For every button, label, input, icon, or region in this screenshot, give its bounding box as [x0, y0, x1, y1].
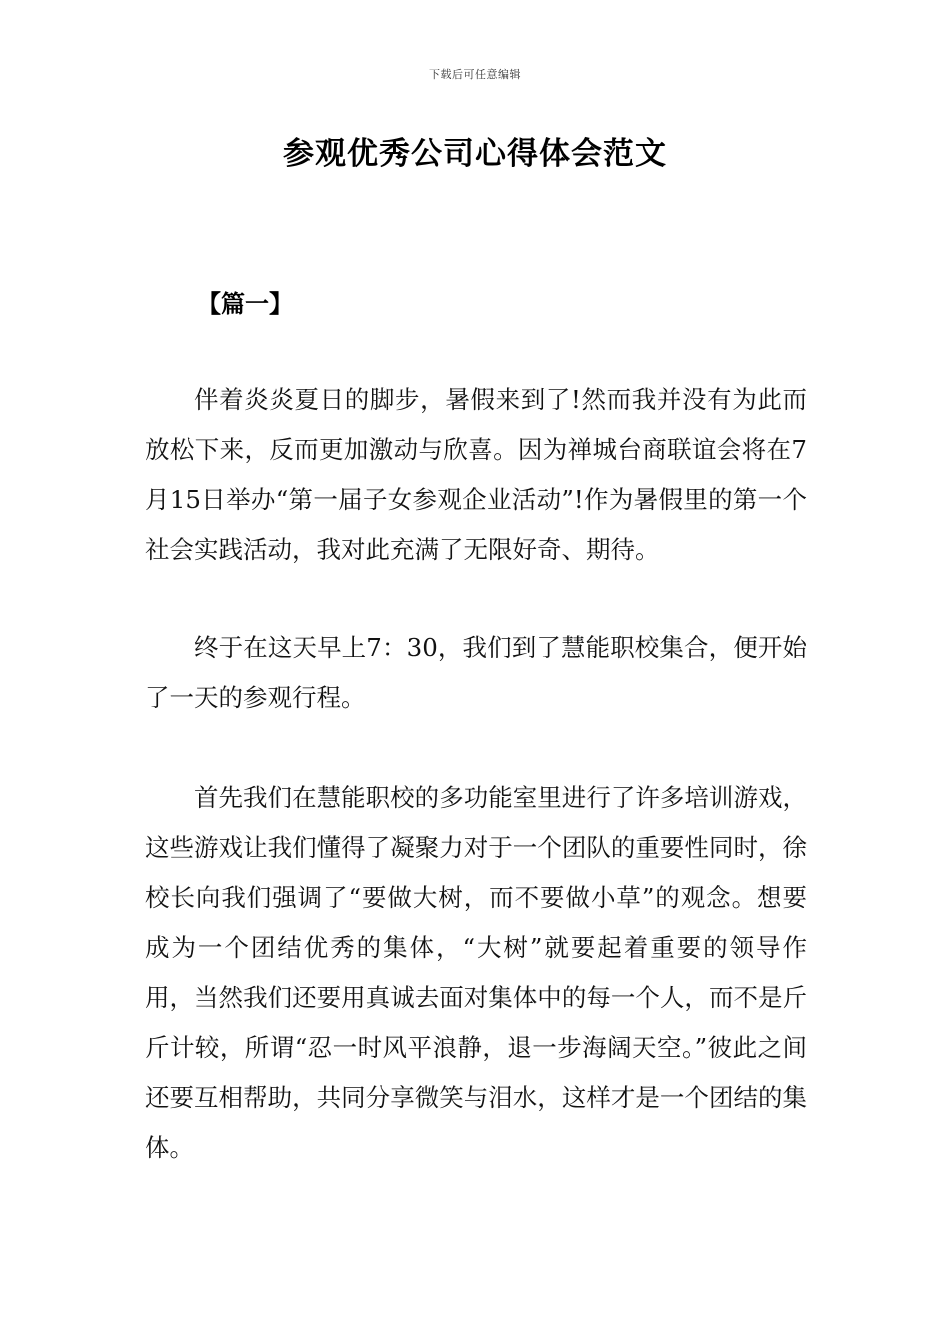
paragraph-1: 伴着炎炎夏日的脚步，暑假来到了!然而我并没有为此而放松下来，反而更加激动与欣喜。因为禅城台商联谊会将在7月15日举办“第一届子女参观企业活动”!作为暑假里的第一个社会实践活动，我对此充满了无限好奇、期待。	[145, 385, 807, 564]
document-title: 参观优秀公司心得体会范文	[283, 136, 667, 172]
section-label: 【篇一】	[197, 290, 293, 318]
paragraph-2: 终于在这天早上7：30，我们到了慧能职校集合，便开始了一天的参观行程。	[145, 633, 807, 712]
paragraph-3: 首先我们在慧能职校的多功能室里进行了许多培训游戏，这些游戏让我们懂得了凝聚力对于一个团队的重要性同时，徐校长向我们强调了“要做大树，而不要做小草”的观念。想要成为一个团结优秀的集体，“大树”就要起着重要的领导作用，当然我们还要用真诚去面对集体中的每一个人，而不是斤斤计较，所谓“忍一时风平浪静，退一步海阔天空。”彼此之间还要互相帮助，共同分享微笑与泪水，这样才是一个团结的集体。	[145, 783, 807, 1162]
download-note: 下载后可任意编辑	[429, 68, 521, 81]
